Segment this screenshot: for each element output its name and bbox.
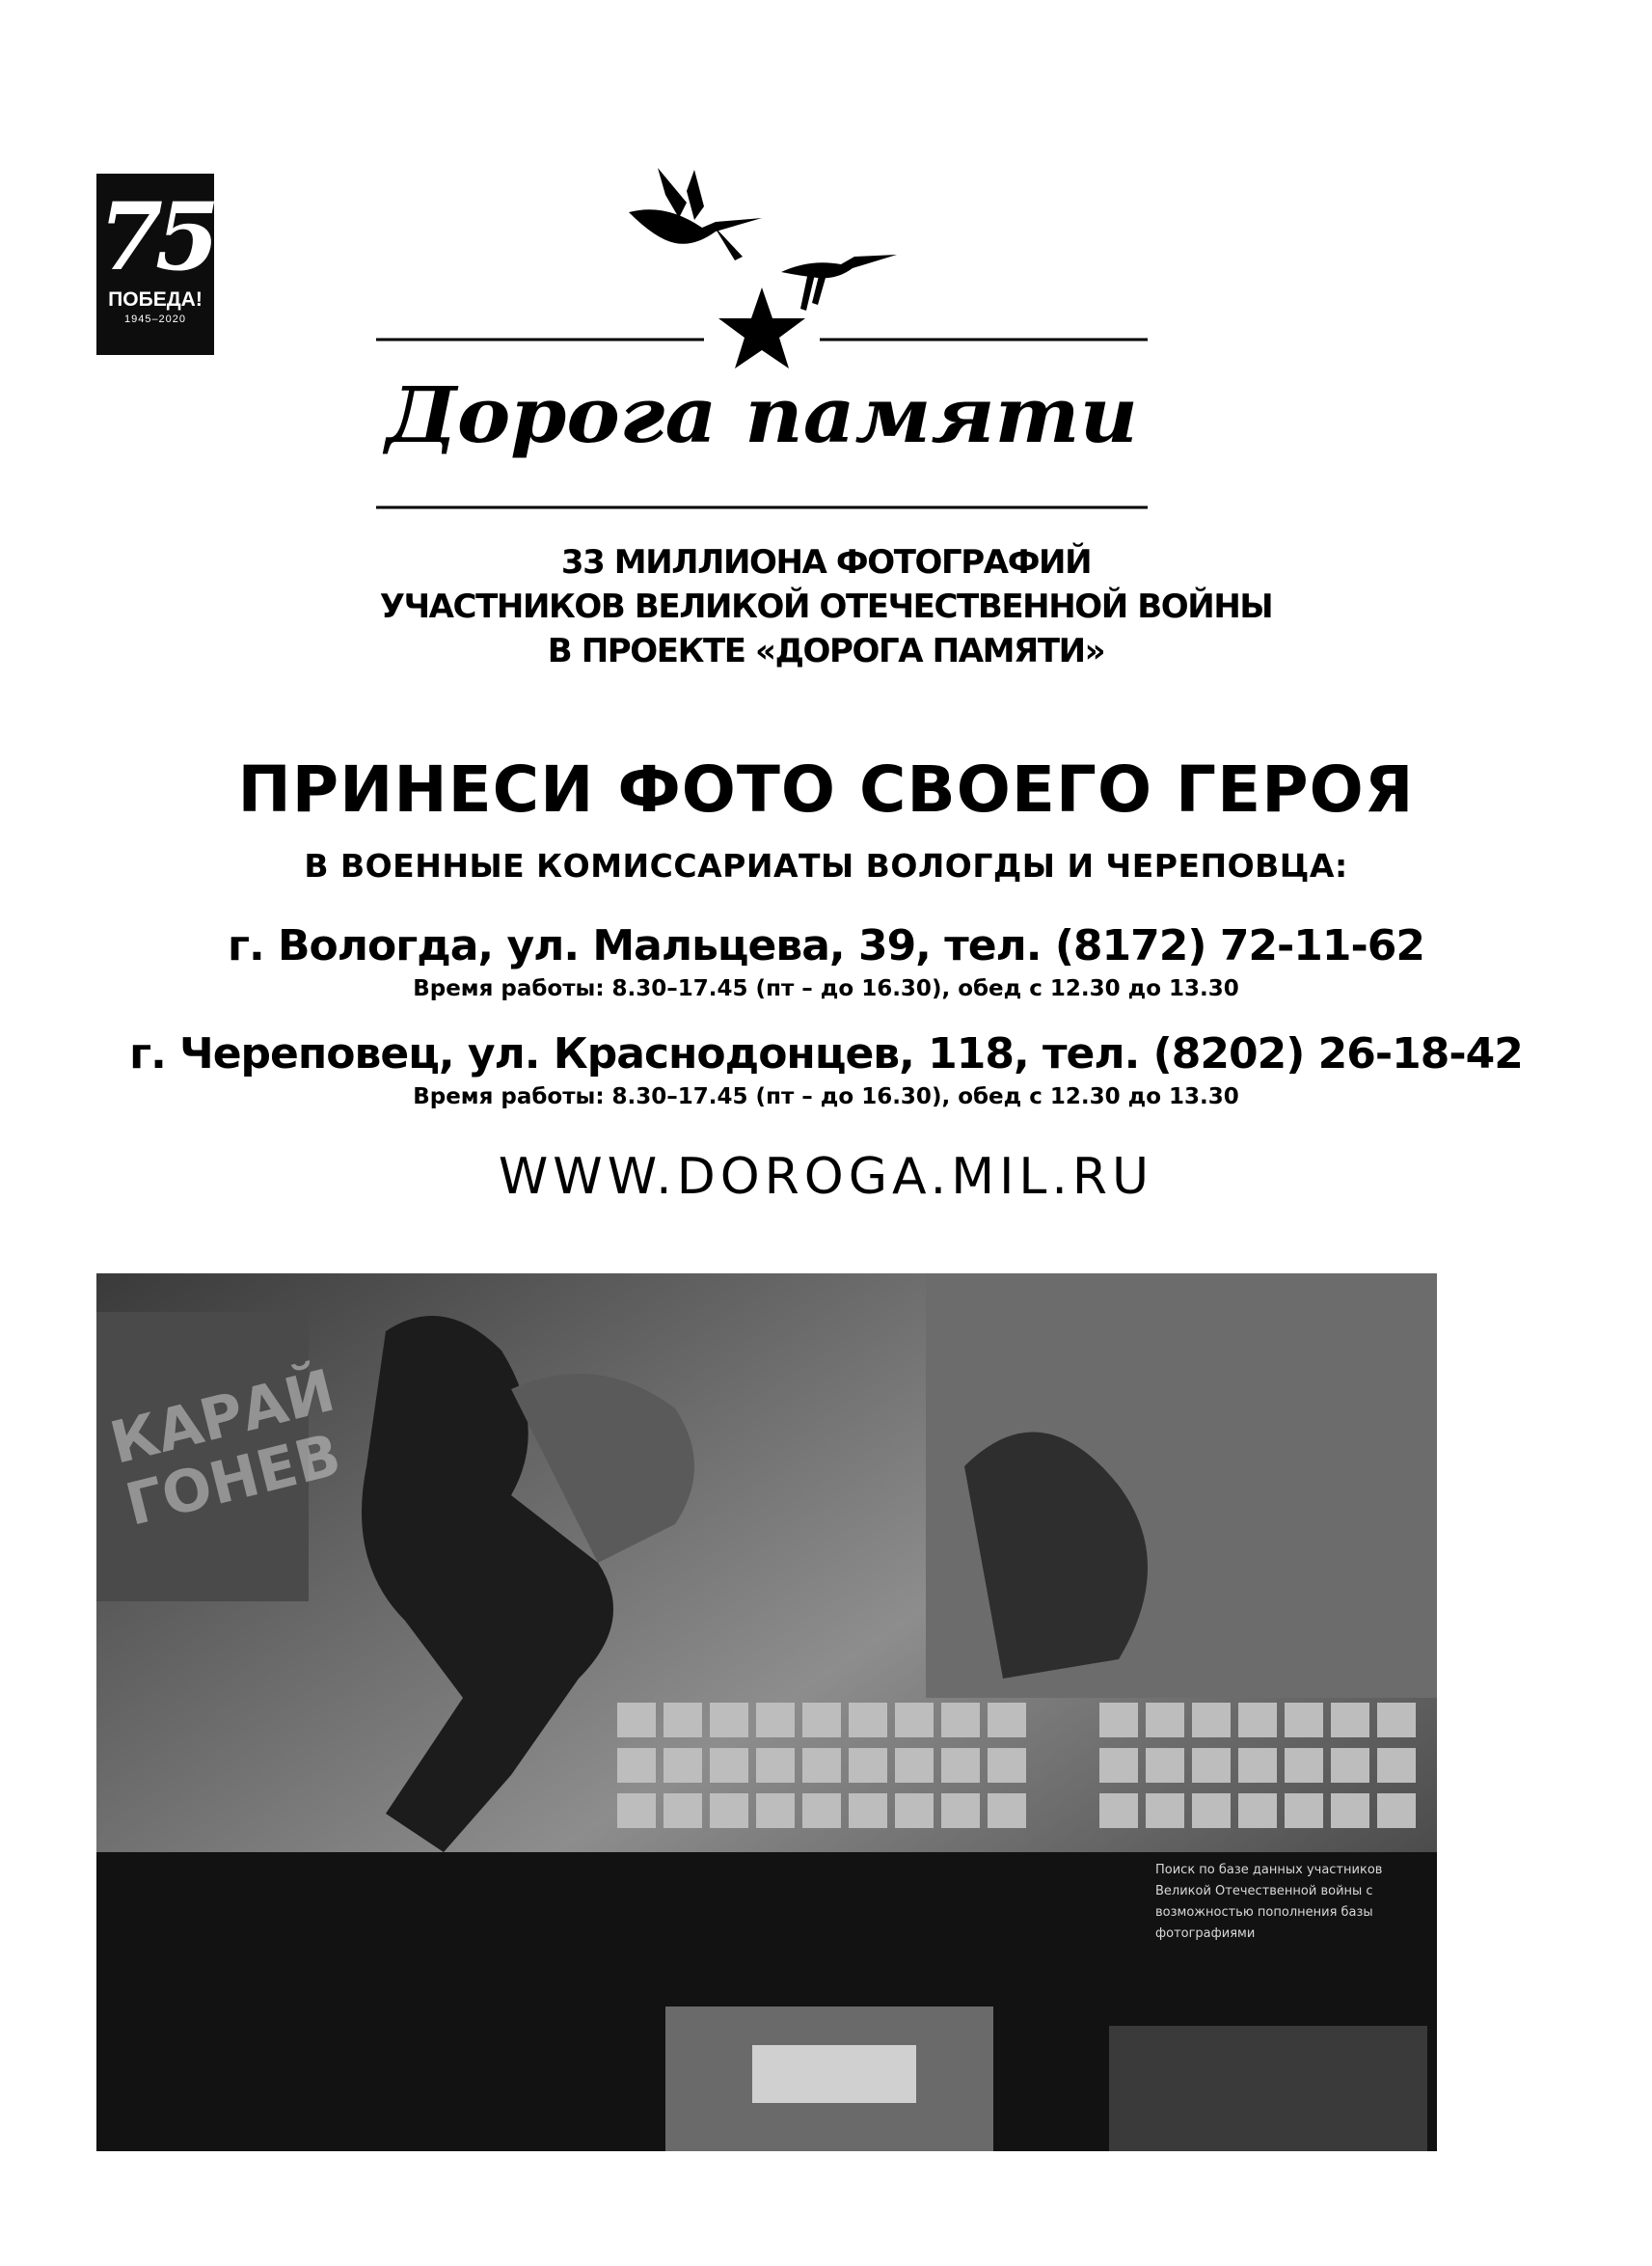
cherepovets-hours: Время работы: 8.30–17.45 (пт – до 16.30), обед с 12.30 до 13.30 [413,1084,1239,1109]
crane-bird-icon [629,168,762,260]
vologda-hours: Время работы: 8.30–17.45 (пт – до 16.30), обед с 12.30 до 13.30 [413,976,1239,1001]
website-url[interactable]: WWW.DOROGA.MIL.RU [498,1148,1154,1206]
headline: ПРИНЕСИ ФОТО СВОЕГО ГЕРОЯ [237,752,1415,827]
doroga-pamyati-emblem [376,164,1148,521]
subheadline: В ВОЕННЫЕ КОМИССАРИАТЫ ВОЛОГДЫ И ЧЕРЕПОВЦА: [304,847,1348,885]
star-icon [718,287,805,369]
project-subtitle [0,540,1652,673]
subtitle-line: УЧАСТНИКОВ ВЕЛИКОЙ ОТЕЧЕСТВЕННОЙ ВОЙНЫ [379,587,1273,626]
database-search-caption: Поиск по базе данных участников Великой Отечественной войны с возможностью пополнения базы фотографиями [1155,1863,1383,1941]
subtitle-line: 33 МИЛЛИОНА ФОТОГРАФИЙ [560,543,1092,582]
logo-years: 1945–2020 [123,314,187,325]
cherepovets-address: г. Череповец, ул. Краснодонцев, 118, тел. (8202) 26-18-42 [129,1029,1523,1078]
emblem-title: Дорога памяти [381,369,1139,460]
poster-text: КАРАЙ ГОНЕВ [103,1356,348,1540]
memorial-photo-collage [96,1273,1437,2151]
subtitle-line: В ПРОЕКТЕ «ДОРОГА ПАМЯТИ» [547,632,1105,670]
victory-75-logo [96,174,214,355]
logo-word: ПОБЕДА! [108,288,203,311]
vologda-address: г. Вологда, ул. Мальцева, 39, тел. (8172) 72-11-62 [227,921,1425,970]
logo-number: 75 [98,182,212,291]
crane-bird-icon [781,255,897,311]
